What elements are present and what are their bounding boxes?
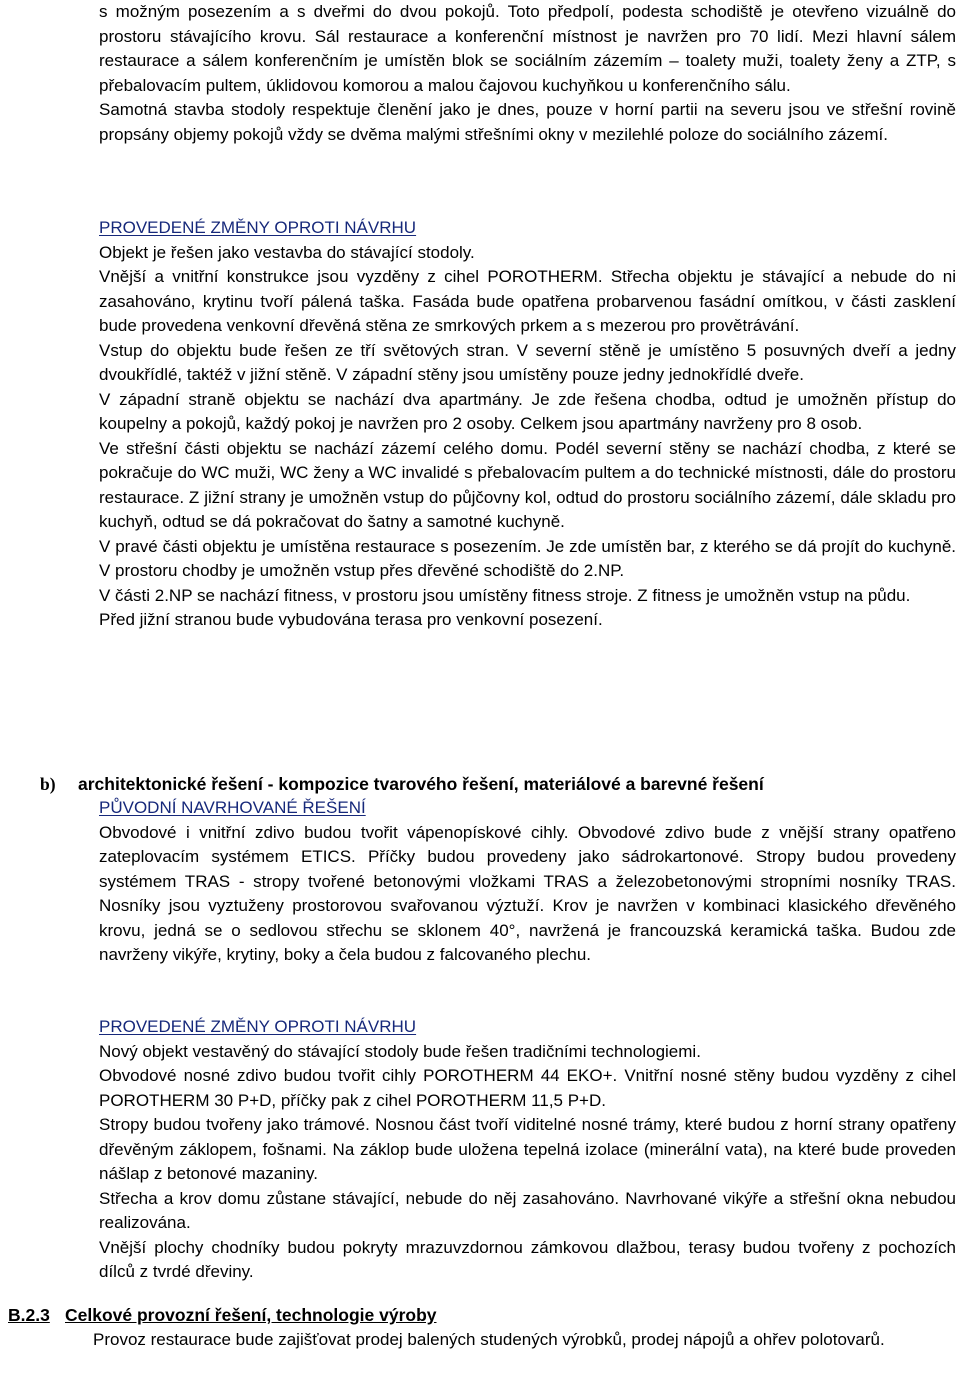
paragraph-changes-8: Před jižní stranou bude vybudována terasa pro venkovní posezení.	[99, 610, 603, 629]
paragraph-changes-3: Vstup do objektu bude řešen ze tří světových stran. V severní stěně je umístěno 5 posuvných dveří a jedny dvoukřídlé, taktéž v jižní stěně. V západní stěny jsou umístěny pouze jedny jednokřídlé dveře.	[99, 340, 956, 384]
paragraph-changes-7: V části 2.NP se nachází fitness, v prostoru jsou umístěny fitness stroje. Z fitness je umožněn vstup na půdu.	[99, 585, 911, 605]
paragraph-b23-operation: Provoz restaurace bude zajišťovat prodej balených studených výrobků, prodej nápojů a ohřev polotovarů.	[93, 1330, 885, 1349]
section-a-continuation	[99, 0, 956, 147]
section-b-heading	[40, 772, 940, 796]
paragraph-b-changes-1: Nový objekt vestavěný do stávající stodoly bude řešen tradičními technologiemi.	[99, 1041, 701, 1061]
paragraph-b-changes-5: Vnější plochy chodníky budou pokryty mrazuvzdornou zámkovou dlažbou, terasy budou tvořeny z pochozích dílců z tvrdé dřeviny.	[99, 1237, 956, 1281]
paragraph-b-changes-2: Obvodové nosné zdivo budou tvořit cihly POROTHERM 44 EKO+. Vnitřní nosné stěny budou vyzděny z cihel POROTHERM 30 P+D, příčky pak z cihel POROTHERM 11,5 P+D.	[99, 1066, 956, 1110]
original-design-heading: PŮVODNÍ NAVRHOVANÉ ŘEŠENÍ	[99, 798, 366, 817]
paragraph-changes-4: V západní straně objektu se nachází dva apartmány. Je zde řešena chodba, odtud je umožněn přístup do koupelny a pokojů, každý pokoj je navržen pro 2 osoby. Celkem jsou apartmány navrženy pro 8 osob.	[99, 389, 956, 433]
section-b-letter: b)	[40, 774, 56, 794]
section-a-changes	[99, 216, 956, 633]
paragraph-changes-2: Vnější a vnitřní konstrukce jsou vyzděny z cihel POROTHERM. Střecha objektu je stávající a nebude do ni zasahováno, krytinu tvoří pálená taška. Fasáda bude opatřena probarvenou fasádní omítkou, v části zasklení bude provedena venkovní dřevěná stěna ze smrkových prkem a s mezerou pro provětrávání.	[99, 267, 956, 335]
section-b23-number: B.2.3	[8, 1305, 50, 1325]
section-b-title: architektonické řešení - kompozice tvarového řešení, materiálové a barevné řešení	[78, 774, 764, 794]
paragraph-barn-structure: Samotná stavba stodoly respektuje členění jako je dnes, pouze v horní partii na severu jsou ve střešní rovině propsány objemy pokojů vždy se dvěma malými střešními okny v mezilehlé poloze do sociálního zázemí.	[99, 100, 956, 144]
paragraph-original-design: Obvodové i vnitřní zdivo budou tvořit vápenopískové cihly. Obvodové zdivo bude z vnější strany opatřeno zateplovacím systémem ETICS. Příčky budou provedeny jako sádrokartonové. Stropy budou provedeny systémem TRAS - stropy tvořené betonovými vložkami TRAS a železobetonovými stropními nosníky TRAS. Nosníky jsou vyztuženy prostorovou svařovanou výztuží. Krov je navržen v kombinaci klasického dřevěného krovu, jedná se o sedlovou střechu se sklonem 40°, navržená je francouzská keramická taška. Budou zde navrženy vikýře, krytiny, boky a čela budou z falcovaného plechu.	[99, 822, 956, 964]
paragraph-b-changes-3: Stropy budou tvořeny jako trámové. Nosnou část tvoří viditelné nosné trámy, které budou z horní strany opatřeny dřevěným záklopem, fošnami. Na záklop bude uložena tepelná izolace (minerální vata), na které bude proveden nášlap z betonové mazaniny.	[99, 1115, 956, 1183]
section-b23-title: Celkové provozní řešení, technologie výroby	[65, 1305, 437, 1325]
paragraph-changes-1: Objekt je řešen jako vestavba do stávající stodoly.	[99, 242, 475, 262]
section-b23-body	[93, 1328, 950, 1353]
paragraph-hall-description: s možným posezením a s dveřmi do dvou pokojů. Toto předpolí, podesta schodiště je otevřeno vizuálně do prostoru stávajícího krovu. Sál restaurace a konferenční místnost je navržen pro 70 lidí. Mezi hlavní sálem restaurace a sálem konferenčním je umístěn blok se sociálním zázemím – toalety muži, toalety ženy a ZTP, s přebalovacím pultem, úklidovou komorou a malou čajovou kuchyňkou u konferenčního sálu.	[99, 2, 956, 95]
paragraph-changes-5: Ve střešní části objektu se nachází zázemí celého domu. Podél severní stěny se nachází chodba, z které se pokračuje do WC muži, WC ženy a WC invalidé s přebalovacím pultem a do technické místnosti, dále do prostoru restaurace. Z jižní strany je umožněn vstup do půjčovny kol, odtud do prostoru sociálního zázemí, dále skladu pro kuchyň, odtud se dá pokračovat do šatny a samotné kuchyně.	[99, 438, 956, 531]
section-b-changes	[99, 1015, 956, 1285]
section-b-changes-heading: PROVEDENÉ ZMĚNY OPROTI NÁVRHU	[99, 1017, 417, 1036]
changes-heading: PROVEDENÉ ZMĚNY OPROTI NÁVRHU	[99, 218, 417, 237]
section-b-body	[99, 796, 956, 968]
section-b23-heading	[8, 1303, 938, 1327]
paragraph-changes-6: V pravé části objektu je umístěna restaurace s posezením. Je zde umístěn bar, z kterého se dá projít do kuchyně. V prostoru chodby je umožněn vstup přes dřevěné schodiště do 2.NP.	[99, 536, 956, 580]
paragraph-b-changes-4: Střecha a krov domu zůstane stávající, nebude do něj zasahováno. Navrhované vikýře a střešní okna nebudou realizována.	[99, 1188, 956, 1232]
